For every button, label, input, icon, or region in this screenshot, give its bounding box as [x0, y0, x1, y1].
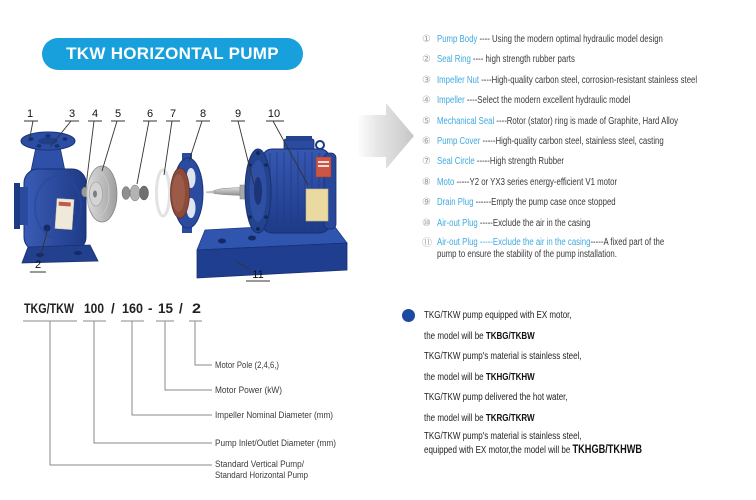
label-inlet-outlet: Pump Inlet/Outlet Diameter (mm)	[215, 438, 336, 448]
bullet-icon	[402, 309, 415, 322]
part-text	[437, 53, 575, 66]
motor-illustration	[206, 136, 336, 233]
part-desc: ----High-quality carbon steel, corrosion-resistant stainless steel	[479, 74, 698, 86]
part-list-item	[422, 196, 756, 209]
part-list-item	[422, 53, 756, 66]
part-list-item	[422, 135, 756, 148]
callout-number-11: 11	[252, 269, 264, 281]
part-desc: ------Empty the pump case once stopped	[473, 197, 616, 209]
part-desc: ---- Using the modern optimal hydraulic model design	[477, 34, 663, 45]
model-separator: -	[148, 301, 153, 316]
circled-number-icon: ⑪	[422, 237, 432, 249]
callout-number-3: 3	[68, 108, 76, 120]
label-standard-pump-line1: Standard Vertical Pump/	[215, 459, 305, 469]
circled-number-icon: ⑨	[422, 197, 431, 209]
part-desc: ----Rotor (stator) ring is made of Graphite, Hard Alloy	[494, 115, 679, 127]
callout-number-8: 8	[199, 108, 207, 120]
part-text	[437, 237, 686, 261]
mechanical-seal-illustration	[122, 185, 149, 201]
circled-number-icon: ⑧	[422, 176, 431, 188]
part-desc: -----High-quality carbon steel, stainless steel, casting	[480, 135, 664, 147]
part-text	[437, 176, 617, 189]
impeller-illustration	[82, 166, 118, 222]
label-impeller-diameter: Impeller Nominal Diameter (mm)	[215, 410, 333, 420]
part-text	[437, 217, 590, 230]
part-text	[437, 33, 663, 46]
circled-number-icon: ⑦	[422, 156, 431, 168]
part-name: Drain Plug	[437, 197, 474, 209]
variant-item	[424, 388, 744, 429]
part-name: Air-out Plug	[437, 217, 478, 229]
part-list-item	[422, 237, 756, 261]
part-desc: -----A fixed part of the pump to ensure the stability of the pump installation.	[437, 236, 665, 260]
part-name: Pump Body	[437, 34, 478, 45]
model-segment-power: 15	[158, 301, 174, 316]
part-name: Seal Circle	[437, 156, 475, 168]
circled-number-icon: ⑩	[422, 217, 431, 229]
part-desc: -----High strength Rubber	[474, 156, 565, 168]
part-name: Impeller Nut	[437, 74, 480, 86]
part-text	[437, 155, 564, 168]
callout-number-5: 5	[114, 108, 122, 120]
variant-result: the model will be	[424, 330, 486, 342]
circled-number-icon: ⑥	[422, 135, 431, 147]
variant-model: TKRG/TKRW	[485, 412, 535, 424]
part-desc: -----Exclude the air in the casing	[477, 217, 591, 229]
page-title: TKW HORIZONTAL PUMP	[66, 44, 279, 63]
circled-number-icon: ⑤	[422, 115, 431, 127]
part-desc: -----Y2 or YX3 series energy-efficient V1 motor	[454, 176, 618, 188]
part-name: Moto	[437, 176, 455, 188]
part-name: Mechanical Seal	[437, 115, 495, 127]
part-name: Impeller	[437, 95, 465, 107]
variant-model: TKHGB/TKHWB	[572, 443, 643, 456]
right-arrow-icon	[358, 103, 414, 169]
part-text	[437, 196, 616, 209]
circled-number-icon: ③	[422, 74, 431, 86]
pump-exploded-diagram	[0, 95, 420, 291]
part-text	[437, 94, 630, 107]
part-list-item	[422, 94, 756, 107]
model-separator: /	[111, 301, 115, 316]
model-separator: /	[179, 301, 183, 316]
callout-number-6: 6	[146, 108, 154, 120]
pump-cover-illustration	[171, 153, 204, 233]
variant-item	[424, 306, 744, 347]
model-segment-impeller: 160	[122, 301, 143, 316]
model-segment-pole: 2	[192, 301, 201, 316]
label-motor-power: Motor Power (kW)	[215, 385, 282, 395]
callout-number-4: 4	[91, 108, 99, 120]
title-banner	[42, 38, 303, 70]
part-text	[437, 74, 697, 87]
part-text	[437, 135, 664, 148]
callout-number-7: 7	[169, 108, 177, 120]
label-standard-pump-line2: Standard Horizontal Pump	[215, 470, 308, 480]
part-desc: ----Select the modern excellent hydraulic model	[464, 95, 631, 107]
variant-condition: TKG/TKW pump's material is stainless steel,	[424, 351, 582, 362]
pump-body-illustration	[14, 132, 98, 263]
variant-result: the model will be	[424, 371, 486, 383]
part-text	[437, 115, 678, 128]
model-code-breakdown	[0, 295, 360, 495]
model-segment-series: TKG/TKW	[24, 301, 75, 316]
seal-circle-illustration	[156, 169, 171, 217]
variant-model: TKHG/TKHW	[485, 371, 535, 383]
part-name: Seal Ring	[437, 54, 471, 66]
variant-result: equipped with EX motor,the model will be	[424, 444, 573, 456]
part-list-item	[422, 176, 756, 189]
callout-number-1: 1	[26, 108, 34, 120]
part-list-item	[422, 155, 756, 168]
model-segment-inlet: 100	[84, 301, 104, 316]
variant-condition: TKG/TKW pump equipped with EX motor,	[424, 310, 572, 321]
callout-number-2: 2	[34, 259, 42, 271]
part-list-item	[422, 33, 756, 46]
part-desc: ---- high strength rubber parts	[470, 54, 575, 66]
callout-number-10: 10	[267, 108, 281, 120]
parts-list	[422, 33, 756, 268]
circled-number-icon: ④	[422, 95, 431, 107]
part-list-item	[422, 115, 756, 128]
label-motor-pole: Motor Pole (2,4,6,)	[215, 360, 280, 370]
circled-number-icon: ①	[422, 34, 431, 45]
part-name: Air-out Plug -----Exclude the air in the casing	[437, 236, 591, 248]
callout-number-9: 9	[234, 108, 242, 120]
variant-item	[424, 430, 744, 457]
variant-condition: TKG/TKW pump delivered the hot water,	[424, 392, 568, 403]
model-variants	[424, 306, 756, 457]
variant-model: TKBG/TKBW	[485, 330, 535, 342]
part-list-item	[422, 217, 756, 230]
circled-number-icon: ②	[422, 54, 431, 66]
variant-result: the model will be	[424, 412, 486, 424]
part-list-item	[422, 74, 756, 87]
variant-condition: TKG/TKW pump's material is stainless steel,	[424, 431, 582, 442]
part-name: Pump Cover	[437, 135, 481, 147]
variant-item	[424, 347, 744, 388]
